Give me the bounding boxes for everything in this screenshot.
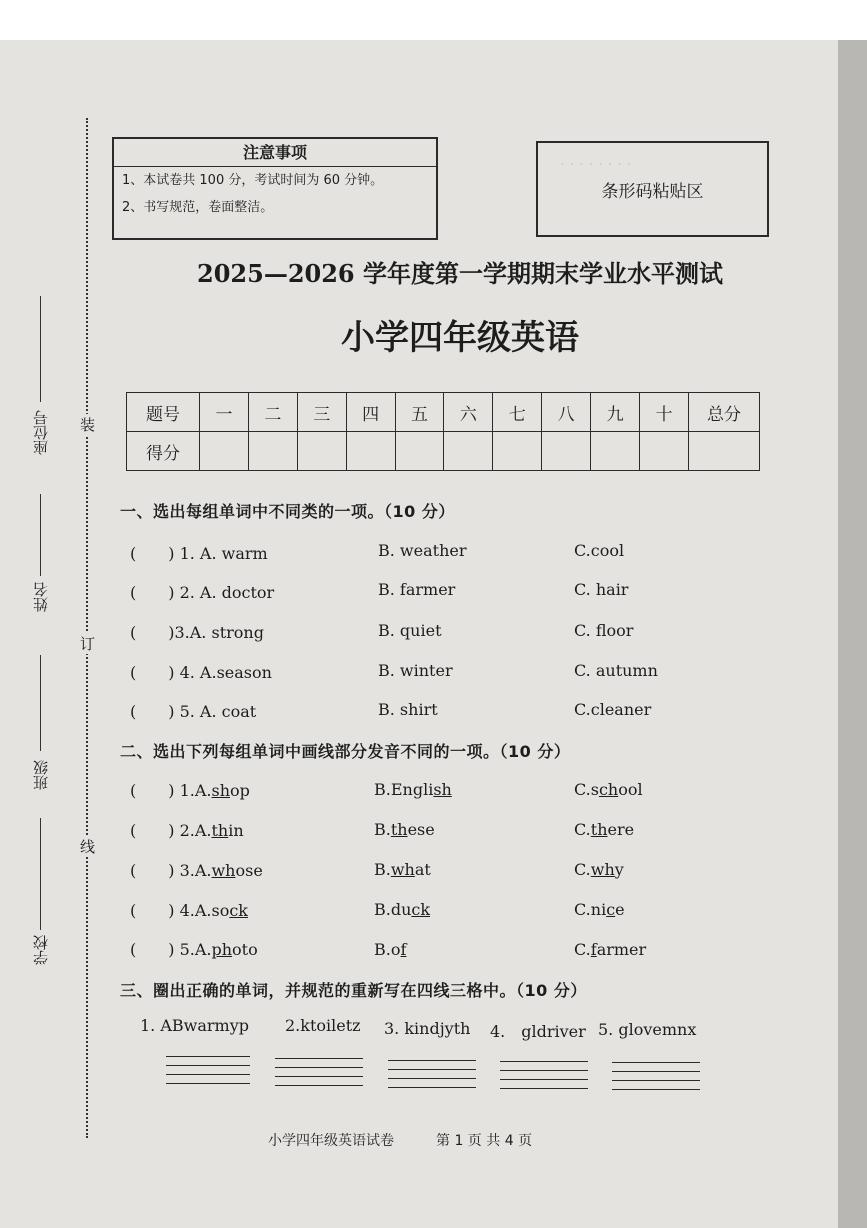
scrambled-word: 5. glovemnx — [598, 1020, 697, 1039]
underlined-part: sh — [211, 781, 230, 800]
score-cell: 总分 — [689, 393, 760, 432]
underlined-part: ck — [411, 900, 431, 919]
option-c: C.cool — [574, 541, 625, 560]
underlined-part: th — [211, 821, 229, 840]
section-3-title: 三、圈出正确的单词，并规范的重新写在四线三格中。（10 分） — [120, 981, 587, 1000]
underlined-part: wh — [390, 860, 415, 879]
barcode-area — [536, 141, 769, 237]
section-1-title: 一、选出每组单词中不同类的一项。（10 分） — [120, 502, 455, 521]
school-blank — [40, 818, 41, 930]
item-number-option-a: ( ) 1. A. warm — [130, 544, 268, 563]
barcode-label: 条形码粘贴区 — [601, 181, 704, 202]
section-2-title: 二、选出下列每组单词中画线部分发音不同的一项。（10 分） — [120, 742, 571, 761]
score-cell: 十 — [640, 393, 689, 432]
word-rest: oto — [232, 940, 258, 959]
item-number-option-a: ( ) 5. A. coat — [130, 702, 257, 721]
word-rest: ere — [607, 820, 635, 839]
section-1-item — [130, 660, 272, 683]
four-line-grid[interactable] — [500, 1061, 588, 1099]
option-b: B. shirt — [378, 700, 438, 719]
binding-dotted-line — [86, 118, 88, 1138]
option-b — [374, 780, 452, 799]
score-cell: 九 — [591, 393, 640, 432]
underlined-part: wh — [211, 861, 236, 880]
option-b: B. quiet — [378, 621, 442, 640]
section-2-item — [130, 898, 248, 921]
score-blank-cell[interactable] — [640, 432, 689, 471]
four-line-grid[interactable] — [166, 1056, 250, 1094]
word-rest: y — [614, 860, 624, 879]
word-part: B.Engli — [374, 780, 434, 799]
scrambled-word: 4. gldriver — [490, 1022, 586, 1041]
option-c — [574, 900, 625, 919]
option-c: C. hair — [574, 580, 629, 599]
page-footer: 小学四年级英语试卷 第 1 页 共 4 页 — [268, 1133, 533, 1149]
item-number: ( ) 5.A. — [130, 940, 212, 959]
word-part: C. — [574, 860, 591, 879]
notice-line-1: 1、本试卷共 100 分，考试时间为 60 分钟。 — [122, 173, 384, 188]
underlined-part: wh — [590, 860, 615, 879]
notice-title: 注意事项 — [114, 139, 436, 167]
score-cell: 六 — [444, 393, 493, 432]
underlined-part: ch — [598, 780, 619, 799]
school-label: 学校 — [32, 935, 50, 965]
option-b — [374, 860, 431, 879]
word-rest: ose — [235, 861, 263, 880]
score-blank-cell[interactable] — [346, 432, 395, 471]
notice-line-2: 2、书写规范，卷面整洁。 — [122, 200, 274, 215]
score-blank-cell[interactable] — [591, 432, 640, 471]
seat-number-blank — [40, 296, 41, 402]
score-blank-cell[interactable] — [444, 432, 493, 471]
word-part: C.ni — [574, 900, 607, 919]
underlined-part: ck — [229, 901, 248, 920]
scrambled-word: 1. ABwarmyp — [140, 1016, 249, 1035]
underlined-part: sh — [433, 780, 452, 799]
word-part: C. — [574, 940, 591, 959]
option-b — [374, 820, 435, 839]
section-2-item — [130, 778, 250, 801]
binding-word-xian: 线 — [80, 838, 96, 856]
binding-word-zhuang: 装 — [80, 416, 96, 434]
option-b: B. winter — [378, 661, 453, 680]
score-cell: 四 — [346, 393, 395, 432]
section-2-item — [130, 937, 258, 960]
scrambled-word: 2.ktoiletz — [285, 1016, 361, 1035]
word-part: B. — [374, 860, 391, 879]
score-cell: 一 — [200, 393, 249, 432]
score-blank-cell[interactable] — [542, 432, 591, 471]
word-part: B.du — [374, 900, 412, 919]
underlined-part: th — [390, 820, 408, 839]
score-cell: 题号 — [127, 393, 200, 432]
item-number: ( ) 1.A. — [130, 781, 212, 800]
section-1-item — [130, 541, 268, 564]
option-b — [374, 900, 430, 919]
section-1-item — [130, 699, 256, 722]
option-b: B. weather — [378, 541, 467, 560]
score-table-score-row — [127, 432, 760, 471]
score-blank-cell[interactable] — [395, 432, 444, 471]
word-rest: in — [228, 821, 244, 840]
notice-box — [112, 137, 438, 240]
item-number: ( ) 4.A.so — [130, 901, 230, 920]
word-part: C.s — [574, 780, 599, 799]
top-background — [0, 0, 867, 40]
option-b — [374, 940, 406, 959]
score-cell: 得分 — [127, 432, 200, 471]
four-line-grid[interactable] — [612, 1062, 700, 1100]
exam-subject-title: 小学四年级英语 — [341, 318, 579, 358]
underlined-part: c — [606, 900, 616, 919]
score-cell: 三 — [297, 393, 346, 432]
item-number-option-a: ( ) 2. A. doctor — [130, 583, 275, 602]
score-table — [126, 392, 760, 471]
scrambled-word: 3. kindjyth — [384, 1019, 471, 1038]
score-cell: 七 — [493, 393, 542, 432]
option-c — [574, 860, 624, 879]
class-blank — [40, 655, 41, 751]
score-cell: 八 — [542, 393, 591, 432]
word-part: B. — [374, 820, 391, 839]
item-number-option-a: ( )3.A. strong — [130, 623, 264, 642]
word-part: B.o — [374, 940, 401, 959]
name-blank — [40, 494, 41, 576]
name-label: 姓名 — [32, 582, 50, 612]
section-1-item — [130, 580, 274, 603]
item-number-option-a: ( ) 4. A.season — [130, 663, 272, 682]
section-2-item — [130, 818, 244, 841]
option-c: C. autumn — [574, 661, 658, 680]
binding-word-ding: 订 — [80, 635, 96, 653]
next-page-edge — [838, 40, 867, 1228]
item-number: ( ) 2.A. — [130, 821, 212, 840]
section-2-item — [130, 858, 263, 881]
bleed-through-text: · · · · · · · · — [560, 155, 632, 173]
exam-title: 2025—2026 学年度第一学期期末学业水平测试 — [197, 259, 723, 288]
underlined-part: ph — [211, 940, 233, 959]
option-c — [574, 780, 643, 799]
word-rest: e — [615, 900, 625, 919]
word-rest: armer — [596, 940, 647, 959]
seat-number-label: 座位号 — [32, 410, 50, 455]
score-blank-cell[interactable] — [689, 432, 760, 471]
score-blank-cell[interactable] — [297, 432, 346, 471]
four-line-grid[interactable] — [388, 1060, 476, 1098]
option-c: C.cleaner — [574, 700, 652, 719]
item-number: ( ) 3.A. — [130, 861, 212, 880]
score-cell: 五 — [395, 393, 444, 432]
word-rest: ool — [618, 780, 643, 799]
underlined-part: f — [590, 940, 597, 959]
score-table-header-row — [127, 393, 760, 432]
score-blank-cell[interactable] — [200, 432, 249, 471]
word-rest: at — [414, 860, 431, 879]
option-c — [574, 820, 634, 839]
option-b: B. farmer — [378, 580, 456, 599]
word-part: C. — [574, 820, 591, 839]
word-rest: op — [230, 781, 250, 800]
score-blank-cell[interactable] — [248, 432, 297, 471]
word-rest: ese — [407, 820, 435, 839]
score-cell: 二 — [248, 393, 297, 432]
four-line-grid[interactable] — [275, 1058, 363, 1096]
section-1-item — [130, 620, 264, 643]
class-label: 班级 — [32, 760, 50, 790]
option-c: C. floor — [574, 621, 634, 640]
underlined-part: th — [590, 820, 608, 839]
option-c — [574, 940, 646, 959]
underlined-part: f — [400, 940, 407, 959]
score-blank-cell[interactable] — [493, 432, 542, 471]
